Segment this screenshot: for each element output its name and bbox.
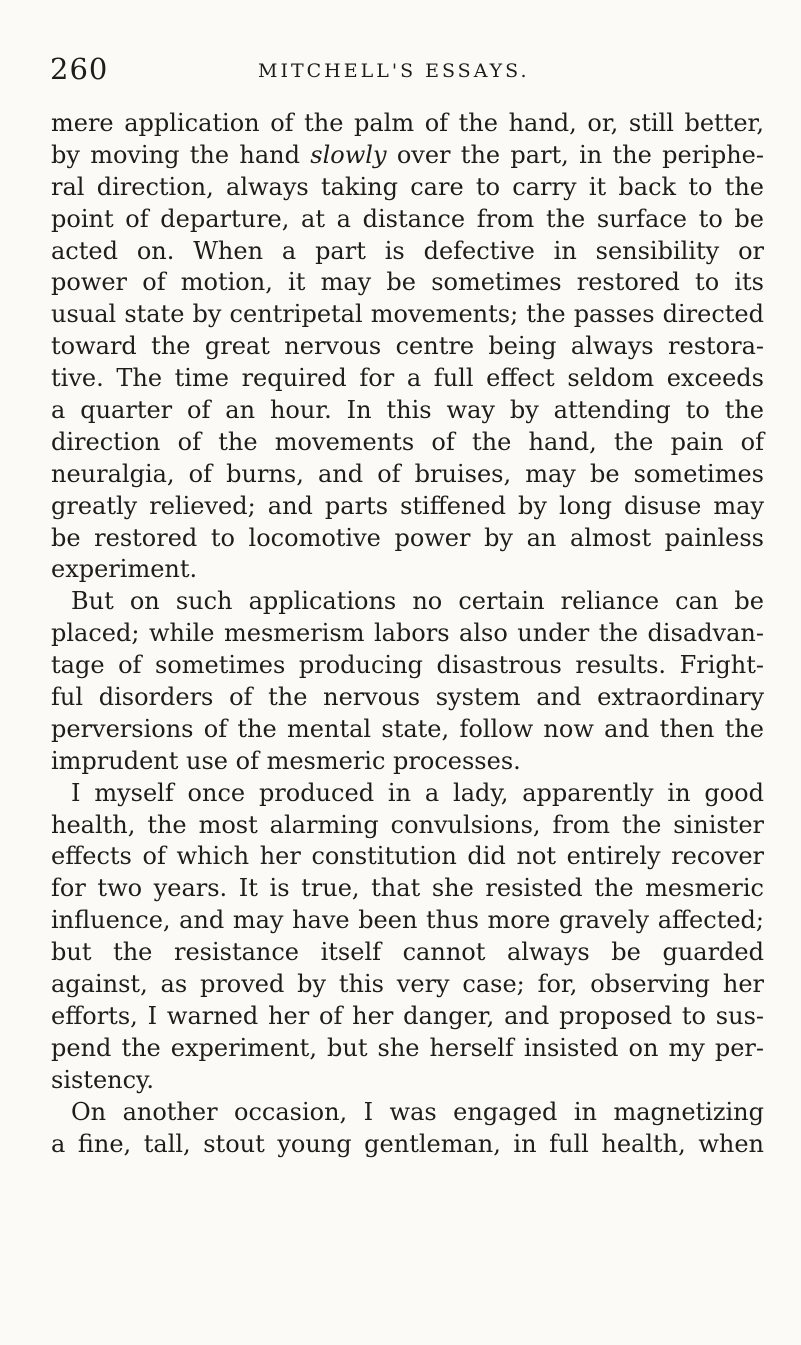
text-segment: over the part, in the periphe- (396, 140, 764, 169)
text-line: effects of which her constitution did not entirely recover (51, 842, 764, 871)
text-line: neuralgia, of burns, and of bruises, may be sometimes (51, 459, 764, 488)
text-line: efforts, I warned her of her danger, and proposed to sus- (51, 1001, 764, 1030)
text-line: a quarter of an hour. In this way by attending to the (51, 396, 764, 425)
text-line: direction of the movements of the hand, the pain of (51, 427, 764, 456)
text-line: pend the experiment, but she herself insisted on my per- (51, 1033, 764, 1062)
text-line: usual state by centripetal movements; the passes directed (51, 300, 764, 329)
text-line: ral direction, always taking care to carry it back to the (51, 172, 764, 201)
text-line: against, as proved by this very case; for, observing her (51, 970, 764, 999)
text-segment: by moving the hand (51, 140, 300, 169)
text-line: point of departure, at a distance from the surface to be (51, 204, 764, 233)
text-line: imprudent use of mesmeric processes. (51, 746, 521, 775)
text-line: ful disorders of the nervous system and extraordinary (51, 683, 764, 712)
text-line: tage of sometimes producing disastrous results. Fright- (51, 651, 764, 680)
body-text (51, 108, 764, 1160)
italic-word: slowly (310, 140, 387, 169)
running-title: MITCHELL'S ESSAYS. (258, 60, 530, 82)
text-line (51, 140, 764, 172)
text-line: perversions of the mental state, follow now and then the (51, 714, 764, 743)
text-line: placed; while mesmerism labors also under the disadvan- (51, 619, 764, 648)
text-line: tive. The time required for a full effect seldom exceeds (51, 364, 764, 393)
text-line: On another occasion, I was engaged in magnetizing (71, 1097, 764, 1126)
text-line: greatly relieved; and parts stiffened by long disuse may (51, 491, 764, 520)
text-line: But on such applications no certain reliance can be (71, 587, 764, 616)
text-line: toward the great nervous centre being always restora- (51, 332, 764, 361)
text-line: influence, and may have been thus more gravely affected; (51, 906, 764, 935)
text-line: experiment. (51, 555, 198, 584)
text-line: a fine, tall, stout young gentleman, in full health, when (51, 1129, 764, 1158)
text-line: be restored to locomotive power by an almost painless (51, 523, 764, 552)
text-line: power of motion, it may be sometimes restored to its (51, 268, 764, 297)
text-line: but the resistance itself cannot always be guarded (51, 938, 764, 967)
page-header (50, 52, 768, 92)
text-line: I myself once produced in a lady, apparently in good (71, 778, 764, 807)
text-line: health, the most alarming convulsions, from the sinister (51, 810, 764, 839)
text-line: acted on. When a part is defective in sensibility or (51, 236, 764, 265)
text-line: sistency. (51, 1065, 155, 1094)
text-line: for two years. It is true, that she resisted the mesmeric (51, 874, 764, 903)
page-number: 260 (50, 52, 109, 86)
text-line: mere application of the palm of the hand, or, still better, (51, 109, 764, 137)
